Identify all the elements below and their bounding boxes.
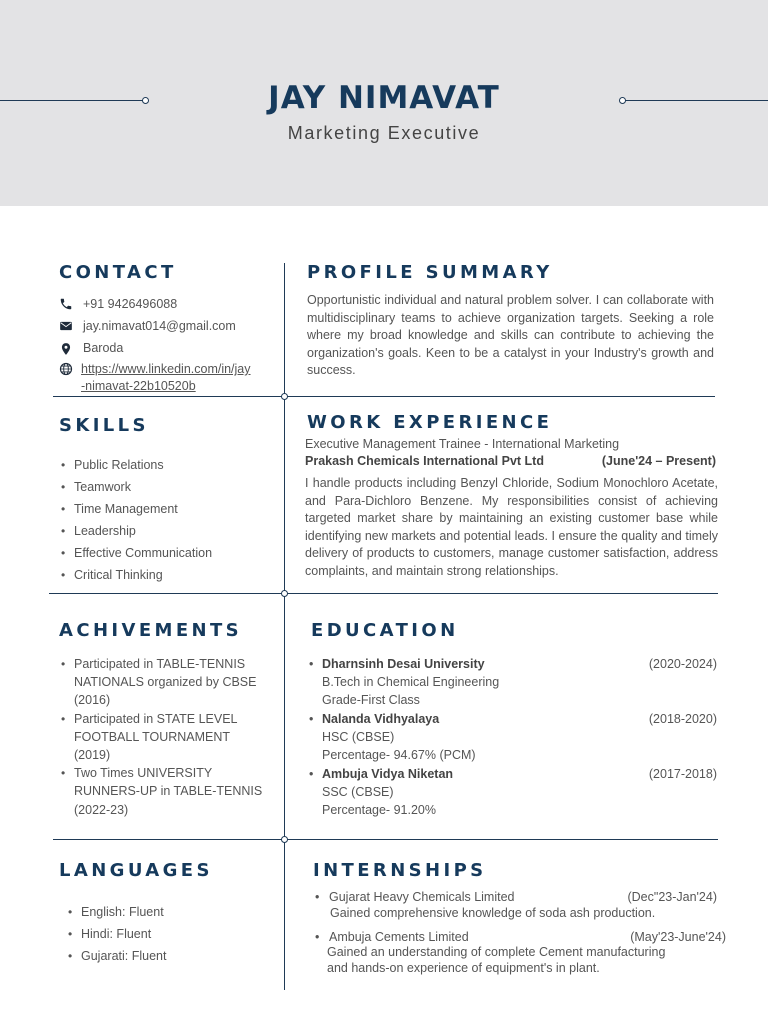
education-years: (2018-2020) <box>648 712 717 726</box>
work-heading: WORK EXPERIENCE <box>307 412 553 433</box>
divider-row-2 <box>49 593 718 594</box>
divider-row-3 <box>53 839 718 840</box>
list-item: • Two Times UNIVERSITY RUNNERS-UP in TABLE-TENNIS (2022-23) <box>59 764 262 819</box>
education-item: • Dharnsinh Desai University (2020-2024) B.Tech in Chemical Engineering Grade-First Class <box>307 656 717 711</box>
contact-email-text[interactable]: jay.nimavat014@gmail.com <box>83 319 236 333</box>
list-item: • Effective Communication <box>59 542 212 564</box>
languages-list <box>66 901 166 967</box>
location-pin-icon <box>59 341 75 357</box>
education-heading: EDUCATION <box>311 620 459 641</box>
education-item: • Nalanda Vidhyalaya (2018-2020) HSC (CBSE) Percentage- 94.67% (PCM) <box>307 711 717 766</box>
skills-heading: SKILLS <box>59 415 149 436</box>
internship-detail: and hands-on experience of equipment's in plant. <box>327 961 600 975</box>
achievements-heading: ACHIVEMENTS <box>59 620 243 641</box>
internship-detail: Gained comprehensive knowledge of soda ash production. <box>330 906 656 920</box>
phone-icon <box>59 297 75 313</box>
languages-heading: LANGUAGES <box>59 860 213 881</box>
work-company: Prakash Chemicals International Pvt Ltd <box>305 454 544 468</box>
resume-title: Marketing Executive <box>287 123 481 143</box>
list-item: • Teamwork <box>59 476 212 498</box>
education-detail: SSC (CBSE) <box>322 785 394 799</box>
skills-list <box>59 454 212 586</box>
list-item: • Public Relations <box>59 454 212 476</box>
linkedin-link[interactable]: https://www.linkedin.com/in/jay -nimavat-22b10520b <box>81 362 251 393</box>
list-item: • Leadership <box>59 520 212 542</box>
education-detail: Percentage- 94.67% (PCM) <box>322 748 476 762</box>
contact-heading: CONTACT <box>59 262 177 283</box>
center-divider <box>284 263 285 990</box>
education-school: Nalanda Vidhyalaya <box>322 712 440 726</box>
divider-row-1 <box>53 396 715 397</box>
resume-name: JAY NIMAVAT <box>268 80 500 116</box>
internship-dates: (May'23-June'24) <box>630 930 726 944</box>
internship-company: Gujarat Heavy Chemicals Limited <box>329 890 515 904</box>
education-list <box>307 656 717 821</box>
profile-text: Opportunistic individual and natural problem solver. I can collaborate with multidisciplinary teams to achieve organization targets. Seeking a role where my broad knowledge and skills can contribute to achieving the organization's goals. Keen to be a catalyst in your Industry's growth and success. <box>307 293 714 377</box>
internships-heading: INTERNSHIPS <box>313 860 487 881</box>
internship-company: Ambuja Cements Limited <box>329 930 469 944</box>
contact-location-text: Baroda <box>83 341 124 355</box>
education-years: (2017-2018) <box>648 767 717 781</box>
education-detail: B.Tech in Chemical Engineering <box>322 675 500 689</box>
work-description: I handle products including Benzyl Chloride, Sodium Monochloro Acetate, and Para-Dichloro Benzene. My responsibilities consist of achieving targeted market share by maintaining an existing customer base while identifying new markets and potential leads. I ensure the quality and timely delivery of products to customers, manage customer satisfaction, address complaints, and maintain strong relationships. <box>305 476 718 578</box>
internship-dates: (Dec"23-Jan'24) <box>627 890 717 904</box>
globe-icon <box>59 362 75 378</box>
list-item: • Hindi: Fluent <box>66 923 166 945</box>
education-years: (2020-2024) <box>648 657 717 671</box>
contact-linkedin <box>59 361 251 393</box>
contact-phone <box>59 296 177 316</box>
list-item: • English: Fluent <box>66 901 166 923</box>
contact-location <box>59 340 123 360</box>
internship-item: • Ambuja Cements Limited (May'23-June'24) Gained an understanding of complete Cement manufacturing and hands-on experience of equipment's in plant. <box>313 929 726 979</box>
list-item: • Critical Thinking <box>59 564 212 586</box>
internship-item: • Gujarat Heavy Chemicals Limited (Dec"23-Jan'24) Gained comprehensive knowledge of soda ash production. <box>313 889 726 929</box>
education-item: • Ambuja Vidya Niketan (2017-2018) SSC (CBSE) Percentage- 91.20% <box>307 766 717 821</box>
list-item: • Participated in STATE LEVEL FOOTBALL TOURNAMENT (2019) <box>59 710 262 765</box>
list-item: • Participated in TABLE-TENNIS NATIONALS organized by CBSE (2016) <box>59 655 262 710</box>
work-role: Executive Management Trainee - International Marketing <box>305 437 620 451</box>
education-detail: Percentage- 91.20% <box>322 803 436 817</box>
education-detail: Grade-First Class <box>322 693 420 707</box>
list-item: • Time Management <box>59 498 212 520</box>
mail-icon <box>59 319 75 335</box>
education-detail: HSC (CBSE) <box>322 730 395 744</box>
work-dates: (June'24 – Present) <box>601 454 716 468</box>
profile-heading: PROFILE SUMMARY <box>307 262 553 283</box>
education-school: Ambuja Vidya Niketan <box>322 767 454 781</box>
achievements-list <box>59 655 262 819</box>
contact-phone-text: +91 9426496088 <box>83 297 178 311</box>
internships-list <box>313 889 726 979</box>
grid-node-1 <box>281 393 288 400</box>
grid-node-2 <box>281 590 288 597</box>
list-item: • Gujarati: Fluent <box>66 945 166 967</box>
education-school: Dharnsinh Desai University <box>322 657 485 671</box>
internship-detail: Gained an understanding of complete Cement manufacturing <box>327 945 666 959</box>
contact-email <box>59 318 236 338</box>
grid-node-3 <box>281 836 288 843</box>
